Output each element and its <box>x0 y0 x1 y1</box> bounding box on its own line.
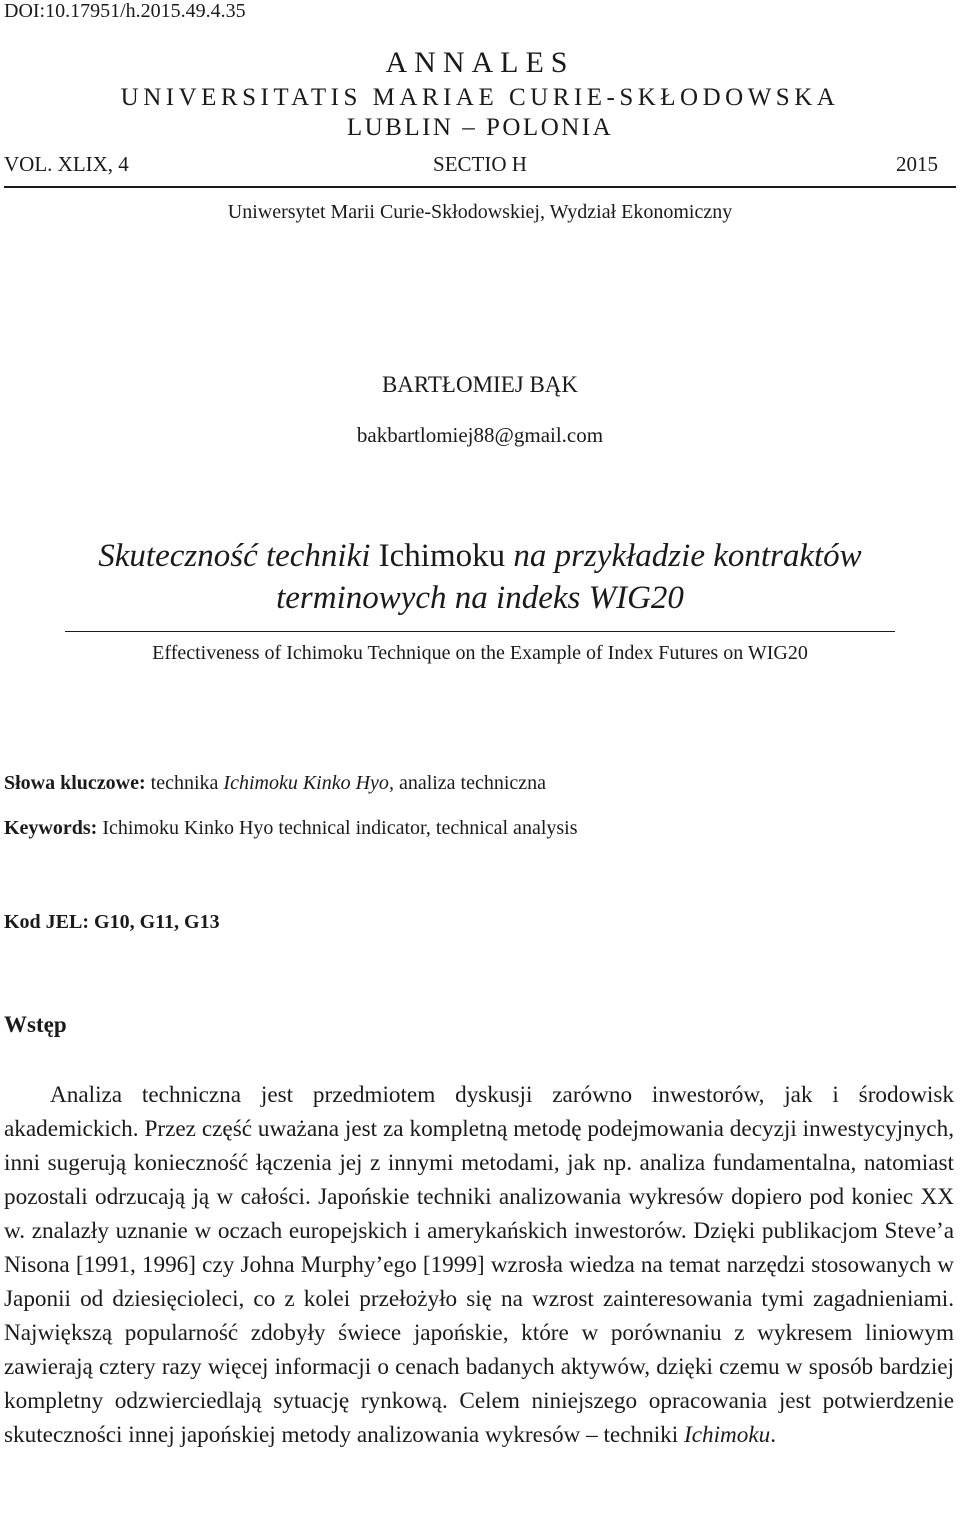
journal-name: ANNALES <box>385 46 575 79</box>
keywords-polish-label: Słowa kluczowe: <box>4 772 146 794</box>
section: SECTIO H <box>433 152 527 176</box>
keywords-polish-text-1: technika <box>145 772 224 794</box>
year: 2015 <box>896 152 938 176</box>
section-heading: Wstęp <box>4 1012 67 1037</box>
keywords-english-text: Ichimoku Kinko Hyo technical indicator, technical analysis <box>97 817 578 839</box>
keywords-polish-italic: Ichimoku Kinko Hyo <box>223 772 389 794</box>
keywords-english <box>4 817 578 840</box>
title-part-3: na przykładzie kontraktów <box>505 538 862 574</box>
author-email: bakbartlomiej88@gmail.com <box>356 423 604 447</box>
paragraph-end: . <box>770 1422 777 1448</box>
keywords-polish-text-2: , analiza techniczna <box>388 772 547 794</box>
english-title: Effectiveness of Ichimoku Technique on the Example of Index Futures on WIG20 <box>152 642 808 664</box>
volume: VOL. XLIX, 4 <box>4 152 129 176</box>
keywords-english-label: Keywords: <box>4 817 98 839</box>
jel-codes: Kod JEL: G10, G11, G13 <box>4 911 220 933</box>
city-country: LUBLIN – POLONIA <box>346 114 614 141</box>
author-name: BARTŁOMIEJ BĄK <box>381 372 579 397</box>
keywords-polish <box>4 772 546 795</box>
paragraph-italic-term: Ichimoku <box>683 1422 771 1448</box>
title-line-1 <box>0 538 960 575</box>
title-part-2: Ichimoku <box>378 538 506 574</box>
doi: DOI:10.17951/h.2015.49.4.35 <box>4 0 246 22</box>
paragraph-text: Analiza techniczna jest przedmiotem dyskusji zarówno inwestorów, jak i środowisk akademickich. Przez część uważana jest za kompletną metodę podejmowania decyzji inwestycyjnych, inni sugerują konieczność łączenia jej z innymi metodami, jak np. analiza fundamentalna, natomiast pozostali odrzucają ją w całości. Japońskie techniki analizowania wykresów dopiero pod koniec XX w. znalazły uznanie w oczach europejskich i amerykańskich inwestorów. Dzięki publikacjom Steve’a Nisona [1991, 1996] czy Johna Murphy’ego [1999] wzrosła wiedza na temat narzędzi stosowanych w Japonii od dziesięcioleci, co z kolei przełożyło się na wzrost zainteresowania tymi zagadnieniami. Największą popularność zdobyły świece japońskie, które w porównaniu z wykresem liniowym zawierają cztery razy więcej informacji o cenach badanych aktywów, dzięki czemu w sposób bardziej kompletny odzwierciedlają sytuację rynkową. Celem niniejszego opracowania jest potwierdzenie skuteczności innej japońskiej metody analizowania wykresów – techniki <box>4 1082 954 1448</box>
title-rule <box>65 631 895 632</box>
title-line-2: terminowych na indeks WIG20 <box>276 580 684 616</box>
header-rule <box>4 186 956 188</box>
title-part-1: Skuteczność techniki <box>98 538 379 574</box>
university-name: UNIVERSITATIS MARIAE CURIE-SKŁODOWSKA <box>120 84 840 111</box>
body-paragraph <box>4 1078 954 1452</box>
affiliation: Uniwersytet Marii Curie-Skłodowskiej, Wydział Ekonomiczny <box>227 201 733 223</box>
